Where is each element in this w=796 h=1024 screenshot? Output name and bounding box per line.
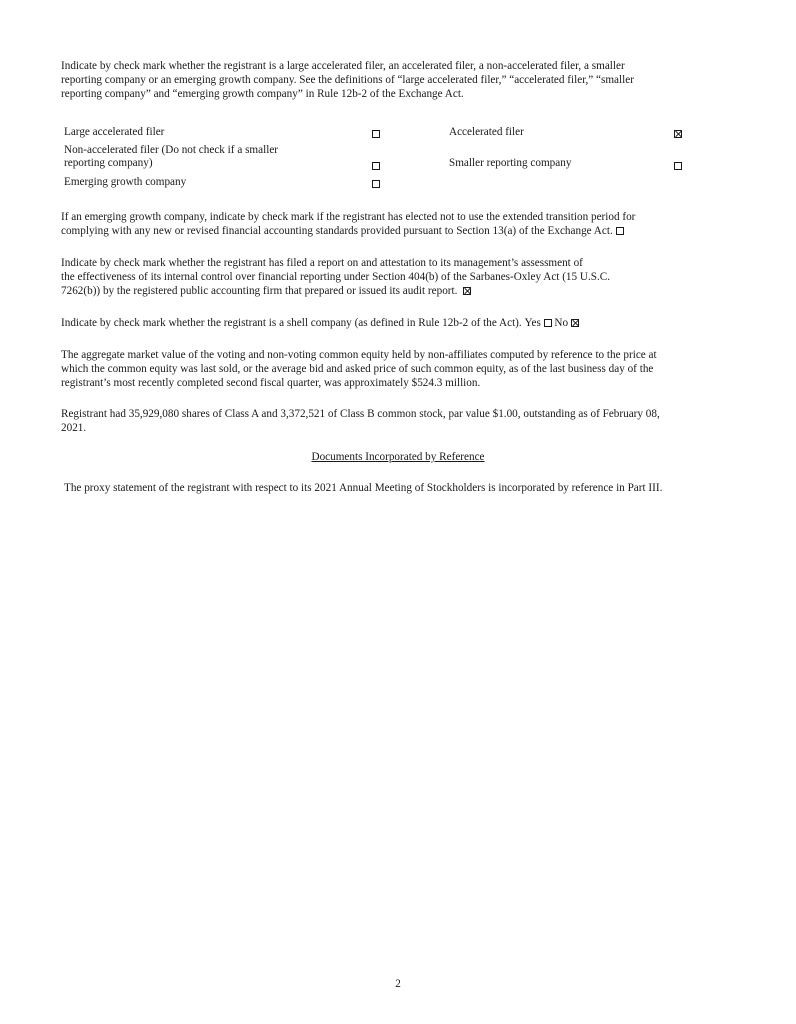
page-number: 2	[395, 978, 401, 990]
large-accelerated-filer-checkbox[interactable]	[372, 127, 380, 141]
smaller-reporting-company-label: Smaller reporting company	[449, 157, 572, 169]
shell-company-paragraph	[61, 316, 741, 330]
shares-line: 2021.	[61, 422, 87, 434]
documents-incorporated-paragraph	[64, 481, 744, 495]
intro-line: reporting company” and “emerging growth company” in Rule 12b-2 of the Exchange Act.	[61, 88, 464, 100]
transition-period-paragraph	[61, 210, 741, 238]
shell-no-checkbox[interactable]	[571, 317, 579, 329]
transition-period-checkbox[interactable]	[616, 225, 624, 237]
accelerated-filer-label: Accelerated filer	[449, 126, 524, 138]
attestation-paragraph	[61, 256, 741, 298]
checkbox-unchecked-icon	[372, 180, 380, 188]
shares-line: Registrant had 35,929,080 shares of Class A and 3,372,521 of Class B common stock, par value $1.00, outstanding as of February 08,	[61, 408, 660, 420]
non-accelerated-filer-label-line2: reporting company)	[64, 157, 153, 169]
shares-outstanding-paragraph	[61, 407, 741, 435]
non-accelerated-filer-checkbox[interactable]	[372, 159, 380, 173]
large-accelerated-filer-label: Large accelerated filer	[64, 126, 165, 138]
checkbox-checked-icon	[674, 130, 682, 138]
emerging-growth-company-label: Emerging growth company	[64, 176, 187, 188]
transition-line-text: complying with any new or revised financial accounting standards provided pursuant to Section 13(a) of the Exchange Act.	[61, 225, 613, 237]
smaller-reporting-company-checkbox[interactable]	[674, 159, 682, 173]
shell-company-text: Indicate by check mark whether the registrant is a shell company (as defined in Rule 12b-2 of the Act).	[61, 317, 522, 329]
checkbox-checked-icon	[463, 287, 471, 295]
checkbox-checked-icon	[571, 319, 579, 327]
checkbox-unchecked-icon	[372, 130, 380, 138]
checkbox-unchecked-icon	[674, 162, 682, 170]
shell-yes-label: Yes	[524, 317, 541, 329]
intro-line: Indicate by check mark whether the registrant is a large accelerated filer, an accelerated filer, a non-accelerated filer, a smaller	[61, 60, 625, 72]
shell-no-label: No	[554, 317, 569, 329]
attestation-line	[61, 284, 741, 298]
attestation-line: Indicate by check mark whether the registrant has filed a report on and attestation to its management’s assessment of	[61, 257, 583, 269]
market-value-line: The aggregate market value of the voting and non-voting common equity held by non-affiliates computed by reference to the price at	[61, 349, 657, 361]
attestation-line: the effectiveness of its internal control over financial reporting under Section 404(b) of the Sarbanes-Oxley Act (15 U.S.C.	[61, 271, 611, 283]
market-value-paragraph	[61, 348, 741, 390]
emerging-growth-company-checkbox[interactable]	[372, 177, 380, 191]
checkbox-unchecked-icon	[372, 162, 380, 170]
shell-company-line	[61, 316, 741, 330]
market-value-line: registrant’s most recently completed second fiscal quarter, was approximately $524.3 million.	[61, 377, 481, 389]
intro-line: reporting company or an emerging growth company. See the definitions of “large accelerated filer,” “accelerated filer,” “smaller	[61, 74, 634, 86]
filer-intro-paragraph	[61, 59, 741, 101]
attestation-checkbox[interactable]	[463, 285, 471, 297]
accelerated-filer-checkbox[interactable]	[674, 127, 682, 141]
non-accelerated-filer-label-line1: Non-accelerated filer (Do not check if a smaller	[64, 144, 279, 156]
documents-line: The proxy statement of the registrant with respect to its 2021 Annual Meeting of Stockholders is incorporated by reference in Part III.	[64, 482, 663, 494]
transition-line	[61, 224, 741, 238]
shell-yes-checkbox[interactable]	[544, 317, 552, 329]
attestation-line-text: 7262(b)) by the registered public accounting firm that prepared or issued its audit report.	[61, 285, 458, 297]
checkbox-unchecked-icon	[616, 227, 624, 235]
transition-line: If an emerging growth company, indicate by check mark if the registrant has elected not to use the extended transition period for	[61, 211, 636, 223]
checkbox-unchecked-icon	[544, 319, 552, 327]
documents-incorporated-heading: Documents Incorporated by Reference	[311, 451, 485, 463]
market-value-line: which the common equity was last sold, or the average bid and asked price of such common equity, as of the last business day of the	[61, 363, 654, 375]
